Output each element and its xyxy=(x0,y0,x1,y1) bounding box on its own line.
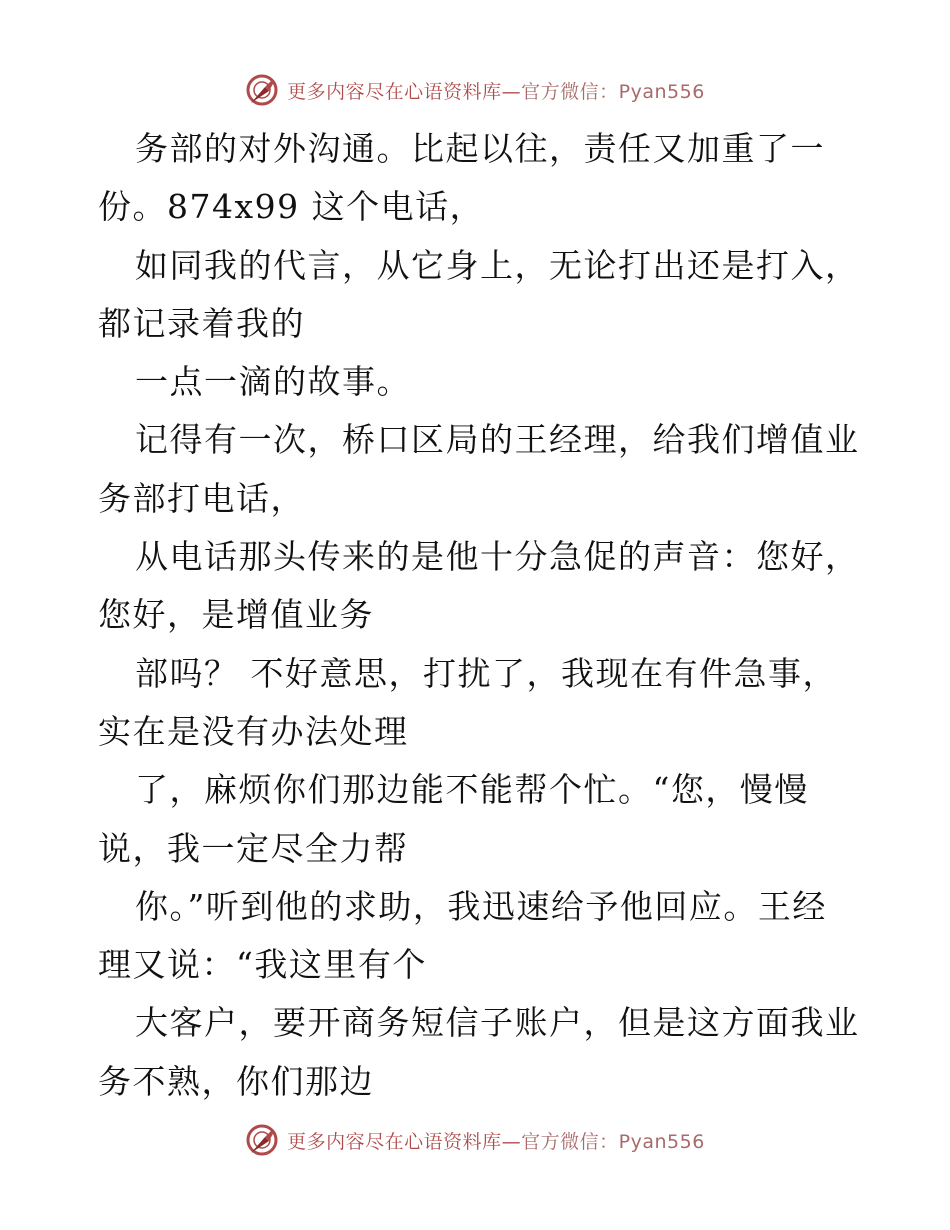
text-line: 如同我的代言，从它身上，无论打出还是打入， xyxy=(135,245,860,285)
text-line: 说，我一定尽全力帮 xyxy=(98,828,409,868)
header-banner xyxy=(0,70,950,110)
text-line: 份。874x99 这个电话， xyxy=(98,187,485,227)
text-line: 实在是没有办法处理 xyxy=(98,711,409,751)
text-line: 务不熟，你们那边 xyxy=(98,1061,374,1101)
text-line: 都记录着我的 xyxy=(98,303,305,343)
text-line: 了，麻烦你们那边能不能帮个忙。“您，慢慢 xyxy=(135,770,809,810)
text-line: 理又说：“我这里有个 xyxy=(98,945,427,985)
document-body xyxy=(98,120,858,1111)
text-line: 你。”听到他的求助，我迅速给予他回应。王经 xyxy=(135,886,827,926)
pen-logo-icon xyxy=(245,1123,279,1157)
pen-logo-icon xyxy=(245,73,279,107)
text-line: 大客户，要开商务短信子账户，但是这方面我业 xyxy=(135,1003,860,1043)
text-line: 您好，是增值业务 xyxy=(98,595,374,635)
text-line: 部吗？ 不好意思，打扰了，我现在有件急事， xyxy=(135,653,837,693)
banner-text: 更多内容尽在心语资料库—官方微信：Pyan556 xyxy=(287,80,705,103)
text-line: 从电话那头传来的是他十分急促的声音：您好， xyxy=(135,537,860,577)
text-line: 一点一滴的故事。 xyxy=(135,362,411,402)
text-line: 记得有一次，桥口区局的王经理，给我们增值业 xyxy=(135,420,860,460)
text-line: 务部打电话， xyxy=(98,478,305,518)
footer-banner xyxy=(0,1120,950,1160)
banner-text: 更多内容尽在心语资料库—官方微信：Pyan556 xyxy=(287,1130,705,1153)
text-line: 务部的对外沟通。比起以往，责任又加重了一 xyxy=(135,129,825,168)
